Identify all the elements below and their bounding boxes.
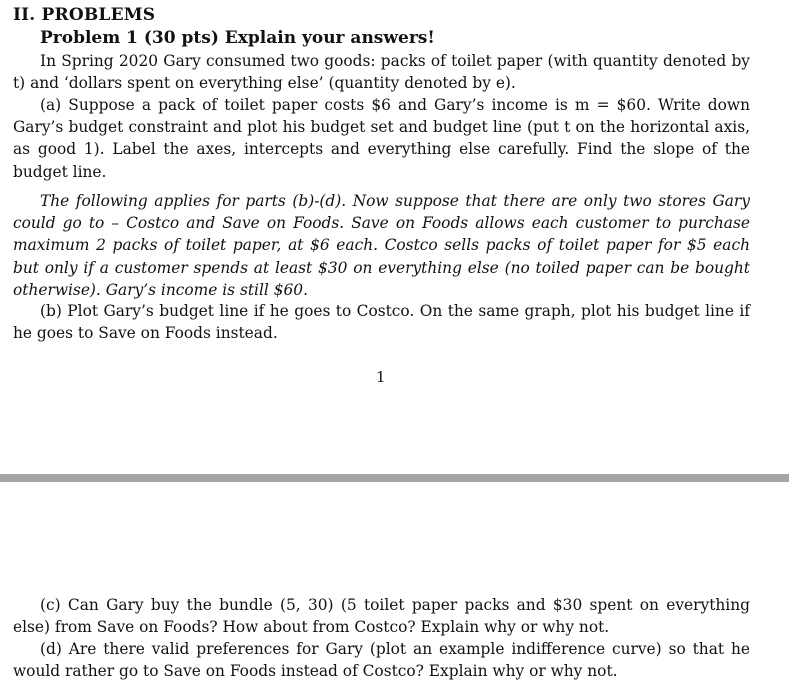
setup-paragraph: The following applies for parts (b)-(d). Now suppose that there are only two stores Gary could go to – Costco and Save on Foods. Save on Foods allows each customer to purchase maximum 2 packs of toilet paper, at $6 each. Costco sells packs of toilet paper for $5 each but only if a customer spends at least $30 on everything else (no toiled paper can be bought otherwise). Gary’s income is still $60. [13,192,750,299]
page-divider [0,474,789,482]
part-d-paragraph: (d) Are there valid preferences for Gary (plot an example indifference curve) so that he would rather go to Save on Foods instead of Costco? Explain why or why not. [13,640,750,681]
problem-heading: Problem 1 (30 pts) Explain your answers! [40,28,435,48]
problem-intro-paragraph: In Spring 2020 Gary consumed two goods: packs of toilet paper (with quantity denoted by t) and ‘dollars spent on everything else’ (quantity denoted by e). [13,52,750,93]
part-c-paragraph: (c) Can Gary buy the bundle (5, 30) (5 toilet paper packs and $30 spent on everything else) from Save on Foods? How about from Costco? Explain why or why not. [13,596,750,637]
part-b-paragraph: (b) Plot Gary’s budget line if he goes to Costco. On the same graph, plot his budget line if he goes to Save on Foods instead. [13,302,750,343]
section-title: II. PROBLEMS [13,5,156,25]
part-a-paragraph: (a) Suppose a pack of toilet paper costs $6 and Gary’s income is m = $60. Write down Gary’s budget constraint and plot his budget set and budget line (put t on the horizontal axis, as good 1). Label the axes, intercepts and everything else carefully. Find the slope of the budget line. [13,96,750,181]
page-two [0,482,789,695]
page-number: 1 [376,368,386,386]
